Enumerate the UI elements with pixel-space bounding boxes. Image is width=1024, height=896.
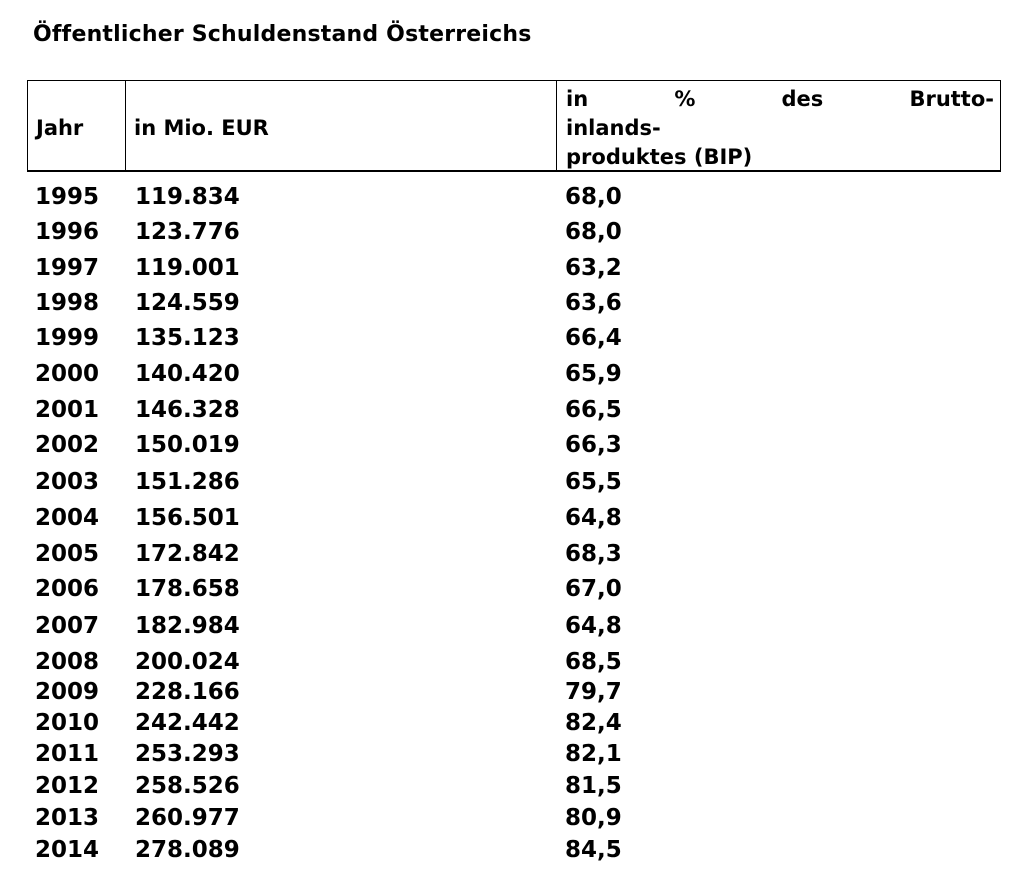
cell-year: 2008 bbox=[35, 649, 100, 675]
cell-year: 2006 bbox=[35, 576, 100, 602]
table-row bbox=[0, 773, 1024, 803]
cell-eur: 242.442 bbox=[135, 710, 240, 736]
header-eur: in Mio. EUR bbox=[134, 116, 269, 140]
header-bip bbox=[566, 85, 994, 172]
cell-bip: 80,9 bbox=[565, 805, 622, 831]
cell-eur: 123.776 bbox=[135, 219, 240, 245]
cell-bip: 84,5 bbox=[565, 837, 622, 863]
cell-bip: 63,6 bbox=[565, 290, 622, 316]
header-bip-word: des bbox=[781, 87, 824, 111]
cell-year: 1997 bbox=[35, 255, 100, 281]
cell-year: 2014 bbox=[35, 837, 100, 863]
table-row bbox=[0, 679, 1024, 709]
cell-bip: 68,0 bbox=[565, 184, 622, 210]
cell-eur: 150.019 bbox=[135, 432, 240, 458]
cell-eur: 119.834 bbox=[135, 184, 240, 210]
table-row bbox=[0, 505, 1024, 535]
cell-bip: 66,3 bbox=[565, 432, 622, 458]
cell-eur: 178.658 bbox=[135, 576, 240, 602]
table-row bbox=[0, 184, 1024, 214]
cell-year: 2003 bbox=[35, 469, 100, 495]
table-row bbox=[0, 469, 1024, 499]
cell-bip: 79,7 bbox=[565, 679, 622, 705]
cell-bip: 66,4 bbox=[565, 325, 622, 351]
header-bip-line3: produktes (BIP) bbox=[566, 145, 753, 169]
table-row bbox=[0, 325, 1024, 355]
table-row bbox=[0, 576, 1024, 606]
page-title: Öffentlicher Schuldenstand Österreichs bbox=[33, 22, 532, 47]
cell-year: 1995 bbox=[35, 184, 100, 210]
header-bip-word: Brutto- bbox=[909, 87, 994, 111]
cell-bip: 81,5 bbox=[565, 773, 622, 799]
cell-bip: 63,2 bbox=[565, 255, 622, 281]
column-divider bbox=[556, 81, 557, 170]
cell-eur: 140.420 bbox=[135, 361, 240, 387]
cell-year: 1999 bbox=[35, 325, 100, 351]
header-bip-word: in bbox=[566, 87, 589, 111]
cell-year: 1996 bbox=[35, 219, 100, 245]
cell-year: 2012 bbox=[35, 773, 100, 799]
cell-year: 2013 bbox=[35, 805, 100, 831]
cell-year: 2010 bbox=[35, 710, 100, 736]
table-row bbox=[0, 541, 1024, 571]
table-row bbox=[0, 219, 1024, 249]
cell-eur: 119.001 bbox=[135, 255, 240, 281]
cell-bip: 65,5 bbox=[565, 469, 622, 495]
cell-bip: 82,4 bbox=[565, 710, 622, 736]
cell-eur: 135.123 bbox=[135, 325, 240, 351]
cell-bip: 68,3 bbox=[565, 541, 622, 567]
cell-bip: 68,5 bbox=[565, 649, 622, 675]
cell-eur: 200.024 bbox=[135, 649, 240, 675]
cell-year: 2007 bbox=[35, 613, 100, 639]
cell-eur: 124.559 bbox=[135, 290, 240, 316]
cell-eur: 146.328 bbox=[135, 397, 240, 423]
table-row bbox=[0, 290, 1024, 320]
header-bip-line1 bbox=[566, 85, 994, 114]
table-row bbox=[0, 741, 1024, 771]
cell-year: 2011 bbox=[35, 741, 100, 767]
table-row bbox=[0, 432, 1024, 462]
table-header bbox=[27, 80, 1001, 172]
header-bip-line2: inlands- bbox=[566, 116, 661, 140]
cell-eur: 151.286 bbox=[135, 469, 240, 495]
table-row bbox=[0, 649, 1024, 679]
cell-bip: 65,9 bbox=[565, 361, 622, 387]
table-row bbox=[0, 710, 1024, 740]
cell-eur: 253.293 bbox=[135, 741, 240, 767]
cell-year: 2004 bbox=[35, 505, 100, 531]
cell-eur: 172.842 bbox=[135, 541, 240, 567]
cell-eur: 156.501 bbox=[135, 505, 240, 531]
cell-year: 1998 bbox=[35, 290, 100, 316]
cell-year: 2002 bbox=[35, 432, 100, 458]
cell-year: 2005 bbox=[35, 541, 100, 567]
header-bip-word: % bbox=[674, 87, 696, 111]
cell-year: 2000 bbox=[35, 361, 100, 387]
table-row bbox=[0, 613, 1024, 643]
table-row bbox=[0, 361, 1024, 391]
cell-year: 2009 bbox=[35, 679, 100, 705]
cell-bip: 66,5 bbox=[565, 397, 622, 423]
cell-bip: 64,8 bbox=[565, 613, 622, 639]
table-row bbox=[0, 805, 1024, 835]
table-row bbox=[0, 837, 1024, 867]
cell-bip: 64,8 bbox=[565, 505, 622, 531]
cell-eur: 260.977 bbox=[135, 805, 240, 831]
table-row bbox=[0, 397, 1024, 427]
cell-year: 2001 bbox=[35, 397, 100, 423]
cell-bip: 68,0 bbox=[565, 219, 622, 245]
header-year: Jahr bbox=[36, 116, 84, 140]
cell-eur: 278.089 bbox=[135, 837, 240, 863]
cell-bip: 82,1 bbox=[565, 741, 622, 767]
column-divider bbox=[125, 81, 126, 170]
cell-eur: 182.984 bbox=[135, 613, 240, 639]
table-row bbox=[0, 255, 1024, 285]
cell-eur: 258.526 bbox=[135, 773, 240, 799]
cell-eur: 228.166 bbox=[135, 679, 240, 705]
cell-bip: 67,0 bbox=[565, 576, 622, 602]
